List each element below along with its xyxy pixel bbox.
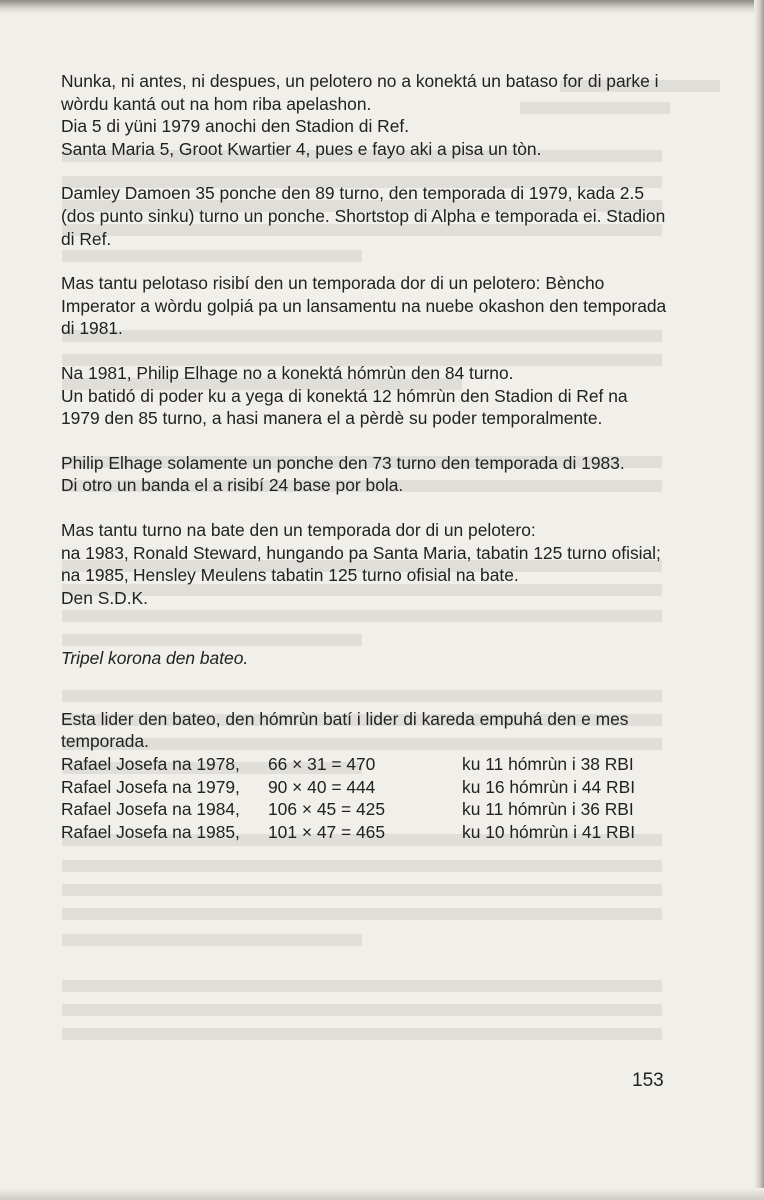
- record-item: [61, 542, 671, 565]
- stat-line: [61, 798, 671, 821]
- stat-player-year: Rafael Josefa na 1984,: [61, 799, 240, 820]
- paragraph: Den S.D.K.: [61, 587, 148, 608]
- stat-calculation: 101 × 47 = 465: [268, 821, 386, 842]
- paragraph: Esta lider den bateo, den hómrùn batí i lider di kareda empuhá den e mes temporada.: [61, 708, 629, 752]
- stat-line: [61, 821, 671, 844]
- stat-line: [61, 776, 671, 799]
- stat-player-year: Rafael Josefa na 1985,: [61, 821, 240, 842]
- record-year: na 1983,: [61, 542, 129, 563]
- section-heading: Tripel korona den bateo.: [61, 648, 249, 669]
- record-year: na 1985,: [61, 565, 129, 586]
- record-item: [61, 564, 671, 587]
- paragraph: Damley Damoen 35 ponche den 89 turno, den temporada di 1979, kada 2.5 (dos punto sinku) turno un ponche. Shortstop di Alpha e temporada ei. Stadion di Ref.: [61, 183, 666, 249]
- paragraph: Philip Elhage solamente un ponche den 73 turno den temporada di 1983.: [61, 452, 625, 473]
- stat-detail: ku 10 hómrùn i 41 RBI: [462, 821, 636, 842]
- stat-detail: ku 16 hómrùn i 44 RBI: [462, 776, 636, 797]
- paragraph: Mas tantu turno na bate den un temporada dor di un pelotero:: [61, 519, 536, 540]
- paragraph: Un batidó di poder ku a yega di konektá 12 hómrùn den Stadion di Ref na 1979 den 85 turno, a hasi manera el a pèrdè su poder temporalmente.: [61, 385, 628, 429]
- paragraph: Na 1981, Philip Elhage no a konektá hómrùn den 84 turno.: [61, 362, 514, 383]
- record-text: Hensley Meulens tabatin 125 turno ofisial na bate.: [133, 565, 519, 586]
- paragraph: Mas tantu pelotaso risibí den un temporada dor di un pelotero: Bèncho Imperator a wòrdu golpiá pa un lansamentu na nuebe okashon den temporada di 1981.: [61, 273, 667, 339]
- stat-player-year: Rafael Josefa na 1979,: [61, 776, 240, 797]
- stat-line: [61, 753, 671, 776]
- page-top-edge: [0, 0, 764, 14]
- record-text: Ronald Steward, hungando pa Santa Maria, tabatin 125 turno ofisial;: [133, 542, 661, 563]
- stat-player-year: Rafael Josefa na 1978,: [61, 754, 240, 775]
- stat-calculation: 106 × 45 = 425: [268, 799, 386, 820]
- page-right-edge: [754, 0, 764, 1200]
- paragraph: Santa Maria 5, Groot Kwartier 4, pues e fayo aki a pisa un tòn.: [61, 138, 542, 159]
- page-text: [61, 70, 671, 843]
- paragraph: Nunka, ni antes, ni despues, un pelotero no a konektá un bataso for di parke i wòrdu kantá out na hom riba apelashon.: [61, 71, 659, 114]
- stat-detail: ku 11 hómrùn i 36 RBI: [462, 799, 634, 820]
- paragraph: Di otro un banda el a risibí 24 base por bola.: [61, 475, 404, 496]
- paragraph: Dia 5 di yüni 1979 anochi den Stadion di Ref.: [61, 116, 410, 137]
- page-number: 153: [632, 1070, 664, 1091]
- stat-calculation: 90 × 40 = 444: [268, 776, 376, 797]
- stat-calculation: 66 × 31 = 470: [268, 754, 376, 775]
- page-bottom-edge: [0, 1188, 764, 1200]
- stat-detail: ku 11 hómrùn i 38 RBI: [462, 754, 634, 775]
